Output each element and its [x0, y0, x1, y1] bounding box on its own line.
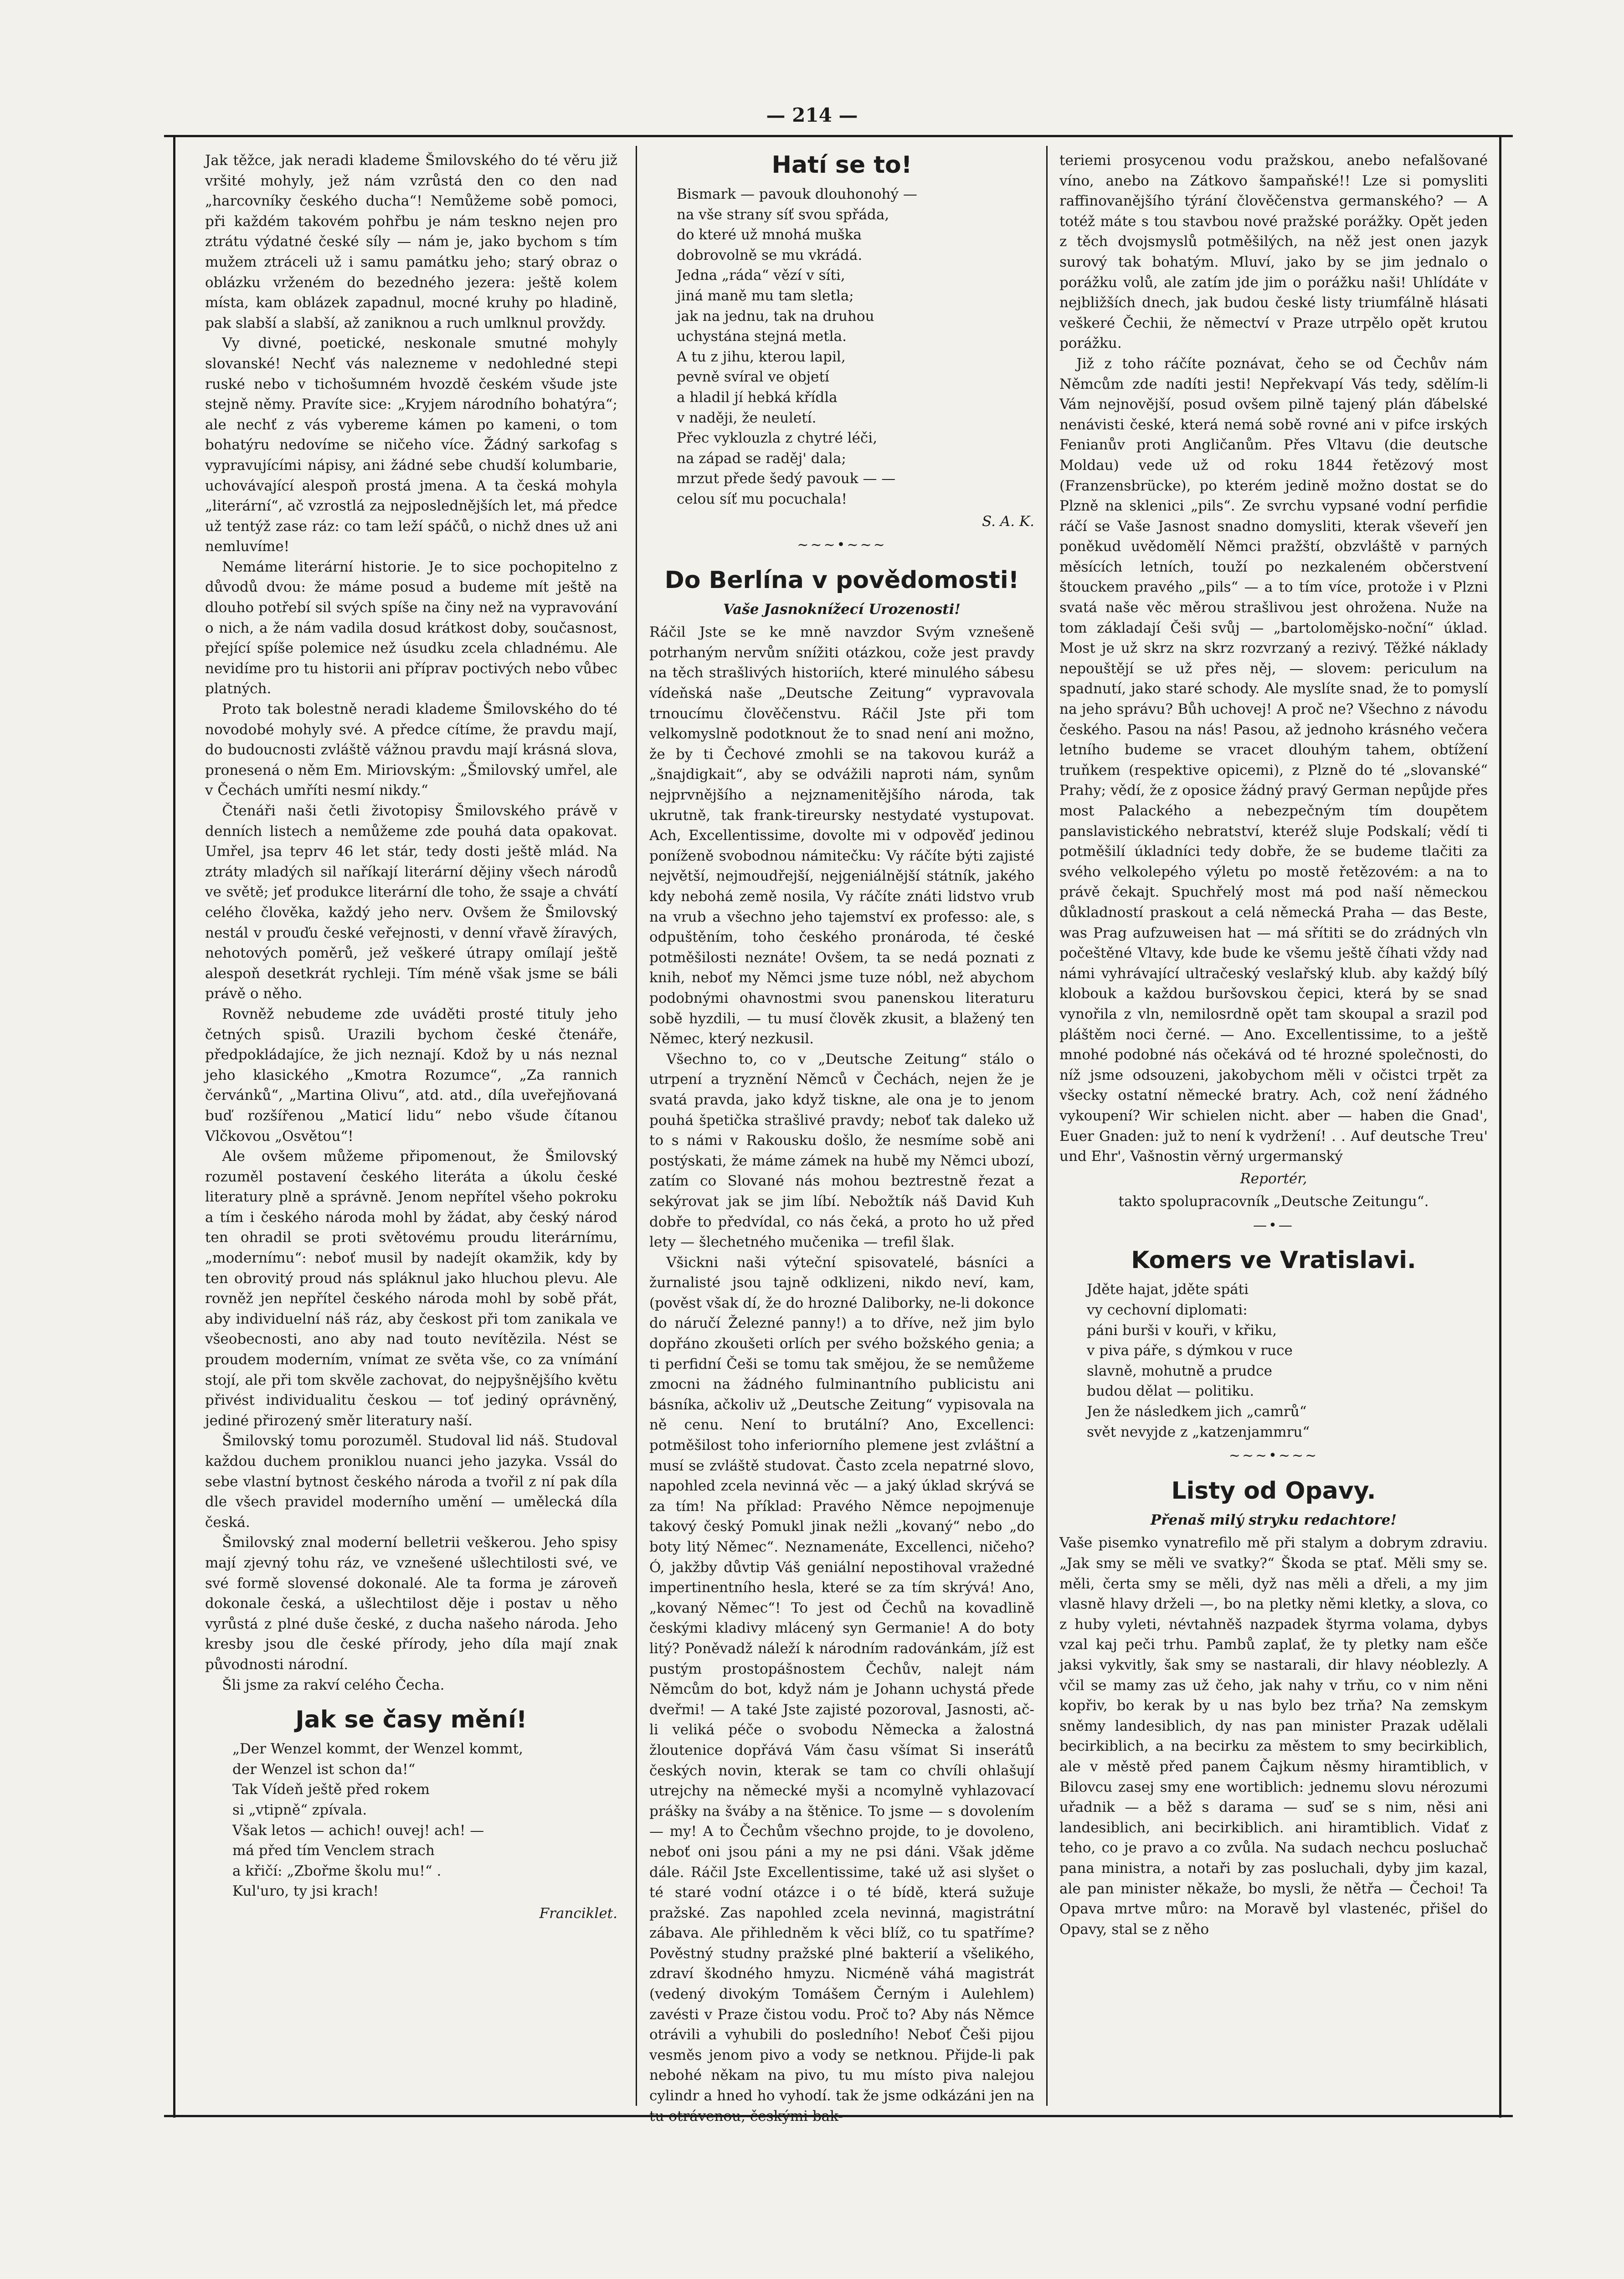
- poem-line: celou síť mu pocuchala!: [677, 490, 847, 507]
- poem-line: jak na jednu, tak na druhou: [677, 308, 874, 325]
- poem-jak-se-casy-meni: [205, 1739, 617, 1902]
- poem-line: pevně svíral ve objetí: [677, 369, 829, 386]
- poem-line: A tu z jihu, kterou lapil,: [677, 348, 846, 365]
- poem-line: Jedna „ráda“ vězí v síti,: [677, 267, 845, 284]
- poem-line: der Wenzel ist schon da!“: [232, 1761, 416, 1778]
- poem-line: Jen že následkem jich „camrů“: [1087, 1403, 1307, 1420]
- article-smilovsky-paragraph: Šli jsme za rakví celého Čecha.: [222, 1676, 445, 1693]
- poem-line: páni burši v kouři, v křiku,: [1087, 1322, 1277, 1339]
- article-smilovsky-paragraph: Jak těžce, jak neradi klademe Šmilovského do té věru již vršité mohyly, jež nám vzrůstá den co den nad „harcovníky českého ducha“! Nemůžeme sobě pomoci, při každém takovém pohřbu je nám teskno nejen pro ztrátu výdatné české síly — nám je, jako bychom s tím mužem ztráceli už i samu památku jeho; starý obraz o oblázku vrženém do bezedného jezera: ještě kolem místa, kam oblázek zapadnul, mocné kruhy po hladině, pak slabší a slabší, až zaniknou a ruch umlknul provždy.: [205, 152, 617, 331]
- poem-line: v piva páře, s dýmkou v ruce: [1087, 1342, 1293, 1359]
- poem-line: a hladil jí hebká křídla: [677, 389, 838, 406]
- salutation-opava: Přenaš milý stryku redachtore!: [1150, 1511, 1397, 1528]
- poem-line: Však letos — achich! ouvej! ach! —: [232, 1822, 484, 1839]
- article-berlin-paragraph: Všechno to, co v „Deutsche Zeitung“ stálo o utrpení a tryznění Němců v Čechách, nejen že je svatá pravda, jako když tiskne, ale ona je to jenom pouhá špetička strašlivé pravdy; neboť tak daleko už to s námi v Rakousku došlo, že nesmíme sobě ani postýskati, že máme zámek na hubě my Němci ubozí, zatím co Slované nás mohou beztrestně řezat a sekýrovat jak se jim líbí. Nebožtík náš David Kuh dobře to předvídal, co nás čeká, a proto ho už před lety — šlechetného mučenika — trefil šlak.: [649, 1051, 1034, 1251]
- heading-do-berlina: Do Berlína v povědomosti!: [664, 566, 1019, 594]
- poem-line: mrzut přede šedý pavouk — —: [677, 470, 896, 487]
- signature-sak: S. A. K.: [982, 513, 1034, 530]
- frame-right-rule: [1499, 135, 1501, 2118]
- salutation-berlin: Vaše Jasnoknížecí Urozenosti!: [723, 601, 961, 618]
- article-smilovsky-paragraph: Nemáme literární historie. Je to sice pochopitelno z důvodů dvou: že máme posud a budeme mít ještě na dlouho potřebí sil svých spíše na činy než na vypravování o nich, a že nám vadila dosud krátkost doby, současnost, přející spíše polemice než úsudku zcela chladnému. Ale nevidíme pro tu historii ani příprav poctivých nebo vůbec platných.: [205, 558, 617, 697]
- article-opava-paragraph: Vaše pisemko vynatrefilo mě při stalym a dobrym zdraviu. „Jak smy se měli ve svatky?“ Škoda se ptať. Měli smy se. měli, čerta smy se měli, dyž nas měli a dřeli, a my jim vlasně hlavy drželi —, bo na pletky němi kletky, a slova, co z huby vyleti, névtahněš nazpadek štyrma volama, dybys vzal kaj peči trhu. Pambů zaplať, že ty pletky nam ešče jaksi vykvitly, šak smy se nastarali, dir hlavy néoblezly. A včil se mamy zas už čeho, jak nahy v trňu, co v nim něni kopřiv, bo kerak by u nas bylo bez trňa? Na zemskym sněmy landesiblich, dy nas pan minister Prazak udělali becirkiblich, a na becirku za městem to smy becirkiblich, ale v městě před panem Čajkum něsmy hiramtiblich, v Bilovcu zasej smy ene wortiblich: jednemu slovu nérozumi uřadnik — a běž s darama — suď se s nim, něsi ani landesiblich, ani becirkiblich. ani hiramtiblich. Vidať z teho, co je pravo a co zvůla. Na sudach nechcu posluchač pana ministra, a notaři by zas posluchali, dyby jim kazal, ale pan minister někaže, bo mysli, že nětřa — Čechoi! Ta Opava mrtve můro: na Moravě byl vlastenéc, přišel do Opavy, stal se z něho: [1059, 1535, 1488, 1938]
- article-smilovsky-paragraph: Šmilovský tomu porozuměl. Studoval lid náš. Studoval každou duchem proniklou nuanci jeho jazyka. Vssál do sebe vlastní bytnost českého národa a tvořil z ní pak díla dle všech pravidel moderního umění — umělecká díla česká.: [205, 1433, 617, 1531]
- poem-line: uchystána stejná metla.: [677, 328, 847, 345]
- poem-line: na západ se raděj' dala;: [677, 450, 846, 467]
- frame-left-rule: [173, 135, 175, 2118]
- article-smilovsky-paragraph: Čtenáři naši četli životopisy Šmilovského právě v denních listech a nemůžeme zde pouhá data opakovat. Umřel, jsa teprv 46 let stár, tedy dosti ještě mlád. Na ztráty mladých sil naříkají literární dějiny všech národů ve světě; jeť produkce literární dle toho, že ssaje a chvátí celého člověka, každý jeho nerv. Ovšem že Šmilovský nestál v prouďu české veřejnosti, v denní vřavě žíravých, nehotových poměrů, jež veškeré útrapy omílají ještě alespoň desetkrát rychleji. Tím méně však jsme se báli právě o něho.: [205, 803, 617, 1002]
- ornament-separator: ~~~•~~~: [797, 537, 887, 553]
- poem-komers: [1059, 1279, 1488, 1442]
- heading-jak-se-casy-meni: Jak se časy mění!: [295, 1706, 527, 1734]
- poem-line: Kul'uro, ty jsi krach!: [232, 1883, 379, 1900]
- poem-line: v naději, že neuletí.: [677, 409, 817, 426]
- poem-line: slavně, mohutně a prudce: [1087, 1362, 1272, 1379]
- ornament-separator: —•—: [1253, 1217, 1294, 1233]
- article-berlin-continued-paragraph: teriemi prosycenou vodu pražskou, anebo nefalšované víno, anebo na Zátkovo šampaňské!! Lze si pomysliti raffinovanějšího týrání člověčenstva germanského? — A totéž máte s tou stavbou nové pražské porážky. Opět jeden z těch dvojsmyslů potměšilých, na něž jest onen jazyk surový tak bohatým. Mluví, jako by se jim jednalo o porážku volů, ale zatím jde jim o porážku naši! Uhlídáte v nejbližších dnech, jak budou české listy triumfálně hlásati veškeré Čechii, že němectví v Praze utrpělo opět krutou porážku.: [1059, 152, 1488, 352]
- column-divider-1: [636, 146, 637, 2106]
- poem-line: svět nevyjde z „katzenjammru“: [1087, 1423, 1310, 1440]
- article-smilovsky-paragraph: Šmilovský znal moderní belletrii veškerou. Jeho spisy mají zjevný tohu ráz, ve vznešené ušlechtilosti své, ve své formě slovensé dokonalé. Ale ta forma je zároveň dokonale česká, a ušlechtilost děje i postav u něho vyrůstá z plné duše české, z ducha našeho národa. Jeho kresby jsou dle české přírody, jeho díla mají znak původnosti národní.: [205, 1534, 617, 1673]
- column-2: [649, 150, 1034, 2124]
- heading-hati-se-to: Hatí se to!: [771, 151, 912, 179]
- column-divider-2: [1046, 146, 1048, 2106]
- article-smilovsky-paragraph: Rovněž nebudeme zde uváděti prosté tituly jeho četných spisů. Urazili bychom české čtenáře, předpokládajíce, že jich neznají. Kdož by u nás neznal jeho klasického „Kmotra Rozumce“, „Za rannich červánků“, „Martina Olivu“, atd. atd., díla uveřejňovaná buď rozšířenou „Maticí lidu“ nebo všude čítanou Vlčkovou „Osvětou“!: [205, 1005, 617, 1145]
- ornament-separator: ~~~•~~~: [1228, 1448, 1319, 1464]
- poem-line: Jděte hajat, jděte spáti: [1087, 1281, 1249, 1298]
- poem-line: na vše strany síť svou spřáda,: [677, 206, 889, 223]
- poem-line: Přec vyklouzla z chytré léči,: [677, 430, 878, 447]
- poem-hati-se-to: [649, 184, 1034, 510]
- article-berlin-paragraph: Všickni naši výteční spisovatelé, básníci a žurnalisté jsou tajně odklizeni, nikdo neví, kam, (pověst však dí, že do hrozné Daliborky, ne-li dokonce do náručí Železné panny!) a to dříve, než jim bylo dopřáno zkoušeti orlích per svého božského genia; a ti perfidní Češi se tomu tak smějou, že se nemůžeme zmocni na žádného fulminantního publicistu ani básníka, ačkoliv už „Deutsche Zeitung“ vypisovala na ně cenu. Není to brutální? Ano, Excellenci: potměšilost toho inferiorního plemene jest zvláštní a musí se zvláště studovat. Často zcela nepatrné slovo, napohled zcela nevinná věc — a jaký úklad skrývá se za tím! Na příklad: Pravého Němce nepojmenuje takový český Pomukl jinak nežli „kovaný“ nebo „do boty litý Němec“. Neznamenáte, Excellenci, ničeho? Ó, jakžby důvtip Váš geniální nepostihoval vražedné impertinentního hesla, které se za tím skrývá! Ano, „kovaný Němec“! To jest od Čechů na kovadlině českými kladivy mlácený syn Germanie! A do boty litý? Poněvadž náleží k národním radovánkám, jíž est pustým prostopášnostem Čechův, nalejt nám Němcům do bot, když nám je Johann uchystá přede dveřmi! — A také Jste zajisté pozoroval, Jasnosti, ač-li veliká péče o svobodu Německa a žalostná žloutenice dopřává Vám času všímat Si inserátů českých novin, kterak se tam co chvíli ohlašují utrejchy na německé myši a ncomylně vyhlazovací prášky na šváby a na štěnice. To jsme — s dovolením — my! A to Čechům všechno projde, to je dovoleno, neboť oni jsou páni a my ne psi dáni. Však jděme dále. Ráčil Jste Excellentissime, také už asi slyšet o té staré vodní otázce i o té bídě, která sužuje pražské. Zas napohled zcela nevinná, magistrátní zábava. Ale přihledněm k věci blíž, co tu spatříme? Pověstný studny pražské plné bakterií a všelikého, zdraví škodného hmyzu. Nicméně váhá magistrát (vedený divokým Tomášem Černým i Aulehlem) zavésti v Praze čistou vodu. Proč to? Aby nás Němce otrávili a vyhubili do posledního! Neboť Češi pijou vesměs jenom pivo a vody se netknou. Přijde-li pak nebohé někam na pivo, tu mu místo piva nalejou cylindr a hned ho vyhodí. tak že jsme odkázáni jen na tu otrávenou, českými bak-: [649, 1254, 1034, 2124]
- poem-line: do které už mnohá muška: [677, 227, 862, 243]
- column-3: [1059, 150, 1488, 2110]
- article-smilovsky-paragraph: Ale ovšem můžeme připomenout, že Šmilovský rozuměl postavení českého literáta a úkolu české literatury plně a správně. Jenom nepřítel všeho pokroku a tím i českého národa mohl by žádat, aby český národ ten ohradil se proti světovému proudu literárnímu, „modernímu“: neboť musil by nadejít okamžik, kdy by ten obrovitý proud nás spláknul jako hluchou plevu. Ale rovněž jen nepřítel českého národa mohl by sobě přát, aby individuelní náš ráz, aby českost při tom zanikala ve všeobecnosti, ano aby nad touto nevítězila. Nést se proudem moderním, vnímat ze světa vše, co za vnímání stojí, ale při tom skvěle zachovat, do nejpyšnějšího květu přivést individualitu českou — toť jediný oprávněný, jediné přirozený směr literatury naší.: [205, 1148, 617, 1429]
- poem-line: Bismark — pavouk dlouhonohý —: [677, 186, 917, 202]
- column-1: [205, 150, 617, 2110]
- poem-line: vy cechovní diplomati:: [1087, 1302, 1248, 1319]
- signature-reporter-tail: takto spolupracovník „Deutsche Zeitungu“.: [1118, 1193, 1429, 1210]
- article-berlin-continued-paragraph: Již z toho ráčíte poznávat, čeho se od Čechův nám Němcům zde nadíti jesti! Nepřekvapí Vás tedy, sdělím-li Vám nejnovější, posud ovšem pilně tajený plán ďábelské nenávisti české, která nemá sobě rovné ani v pifce irských Fenianův proti Angličanům. Přes Vltavu (die deutsche Moldau) vede už od roku 1844 řetězový most (Franzensbrücke), po kterém jedině možno dostat se do Plzně na sklenici „pils“. Ze svrchu vypsané vodní perfidie ráčí se Vaše Jasnost snadno domysliti, kterak vševeří jen poněkud uvědomělí Němci pražští, obzvláště v parných měsících letních, touží po nezkaleném občerstvení štouckem pravého „pils“ — a to tím více, protože i v Plzni svatá naše věc měrou strašlivou jest ohrožena. Nuže na tom základají Češi svůj — „bartolomějsko-noční“ úklad. Most je už skrz na skrz rozvrzaný a rezivý. Těžké náklady nepouštějí se už přes něj, — slovem: periculum na spadnutí, jako staré schody. Ale myslíte snad, že to pomyslí na jeho správu? Bůh uchovej! A proč ne? Všechno z návodu českého. Pasou na nás! Pasou, až jednoho krásného večera letního budeme se vracet dlouhým tahem, obtížení truňkem (respektive opicemi), z Plzně do té „slovanské“ Prahy; vědí, že z oposice žádný pravý German nepůjde přes most Palackého a nebezpečným tím doupětem panslavistického nebratství, kteréž sluje Podskalí; vědí ti potměšilí úkladníci tedy dobře, že se budeme tlačiti za svého velkolepého výletu po mostě řetězovém: a na to právě čekajt. Spuchřelý most má pod naší německou důkladností praskout a celá německá Praha — das Beste, was Prag aufzuweisen hat — má sřítiti se do zrádných vln počeštěné Vltavy, kde bude ke všemu ještě číhati vždy nad námi vyhrávající ultračeský veslařský klub. aby každý bílý klobouk a každou buršovskou čepici, která by se snad vynořila z vln, nemilosrdně opět tam skoupal a srazil pod pláštěm noci černé. — Ano. Excellentissime, to a ještě mnohé podobné nás očekává od té hrozné společnosti, do níž jsme odsouzeni, jakobychom měli v očistci trpět za všecky ostatní německé bratry. Ach, což není žádného vykoupení? Wir schielen nicht. aber — haben die Gnad', Euer Gnaden: juž to není k vydržení! . . Auf deutsche Treu' und Ehr', Vašnostin věrný urgermanský: [1059, 355, 1488, 1165]
- frame-top-rule: [164, 135, 1513, 137]
- poem-line: „Der Wenzel kommt, der Wenzel kommt,: [232, 1741, 523, 1758]
- poem-line: jiná maně mu tam sletla;: [677, 287, 854, 304]
- poem-line: dobrovolně se mu vkrádá.: [677, 247, 863, 263]
- signature-reporter: Reportér,: [1240, 1170, 1307, 1187]
- page-number: — 214 —: [766, 104, 858, 126]
- poem-line: Tak Vídeň ještě před rokem: [232, 1781, 430, 1798]
- signature-franciklet: Franciklet.: [539, 1905, 617, 1922]
- poem-line: budou dělat — politiku.: [1087, 1383, 1254, 1400]
- article-smilovsky-paragraph: Vy divné, poetické, neskonale smutné mohyly slovanské! Nechť vás nalezneme v nedohledné stepi ruské nebo v tichošumném hvozdě českém všude jste stejně němy. Pravíte sice: „Kryjem národního bohatýra“; ale nechť z vás vybereme kámen po kameni, o tom bohatýru nedovíme se ničeho více. Žádný sarkofag s vypravujícími nápisy, ani žádné sebe chudší kolumbarie, uchovávající alespoň prostá jmena. A ta česká mohyla „literární“, ač vzrostlá za nejposlednějších let, má předce už tentýž zase ráz: co tam leží spáčů, o nichž dnes už ani nemluvíme!: [205, 335, 617, 555]
- article-berlin-paragraph: Ráčil Jste se ke mně navzdor Svým vznešeně potrhaným nervům snížiti otázkou, cože jest pravdy na těch strašlivých historiích, které minulého sábesu vídeňská naše „Deutsche Zeitung“ vypravovala trnoucímu člověčenstvu. Ráčil Jste při tom velkomyslně podotknout že to snad není ani možno, že by ti Čechové zmohli se na takovou kuráž a „šnajdigkait“, aby se odvážili naproti nám, synům nejprvnějšího a nejznamenitějšího národa, tak ukrutně, tak frank-tireursky nestydaté vystupovat. Ach, Excellentissime, dovolte mi v odpověď jedinou poníženě svobodnou námitečku: Vy ráčíte býti zajisté největší, nejmoudřejší, nejgeniálnější státník, jakého kdy nebohá země nosila, Vy ráčíte znáti lidstvo vrub na vrub a všechno jeho tajemství ex professo: ale, s odpuštěním, toho českého pronároda, té české potměšilosti neznáte! Ovšem, ta se nedá poznati z knih, neboť my Němci jsme tuze nóbl, než abychom podobnými ohavnostmi svou panenskou literaturu sobě hyzdili, — tu musí člověk zkusit, a blažený ten Němec, který nezkusil.: [649, 624, 1034, 1047]
- heading-komers: Komers ve Vratislavi.: [1131, 1247, 1416, 1274]
- heading-listy-od-opavy: Listy od Opavy.: [1171, 1477, 1376, 1505]
- poem-line: a křičí: „Zbořme školu mu!“ .: [232, 1862, 442, 1879]
- poem-line: si „vtipně“ zpívala.: [232, 1801, 367, 1818]
- article-smilovsky-paragraph: Proto tak bolestně neradi klademe Šmilovského do té novodobé mohyly své. A předce cítíme, že pravdu mají, do budoucnosti zvláště vážnou pravdu mají krásná slova, pronesená o něm Em. Miriovským: „Šmilovský umřel, ale v Čechách umříti nesmí nikdy.“: [205, 701, 617, 799]
- poem-line: má před tím Venclem strach: [232, 1842, 435, 1859]
